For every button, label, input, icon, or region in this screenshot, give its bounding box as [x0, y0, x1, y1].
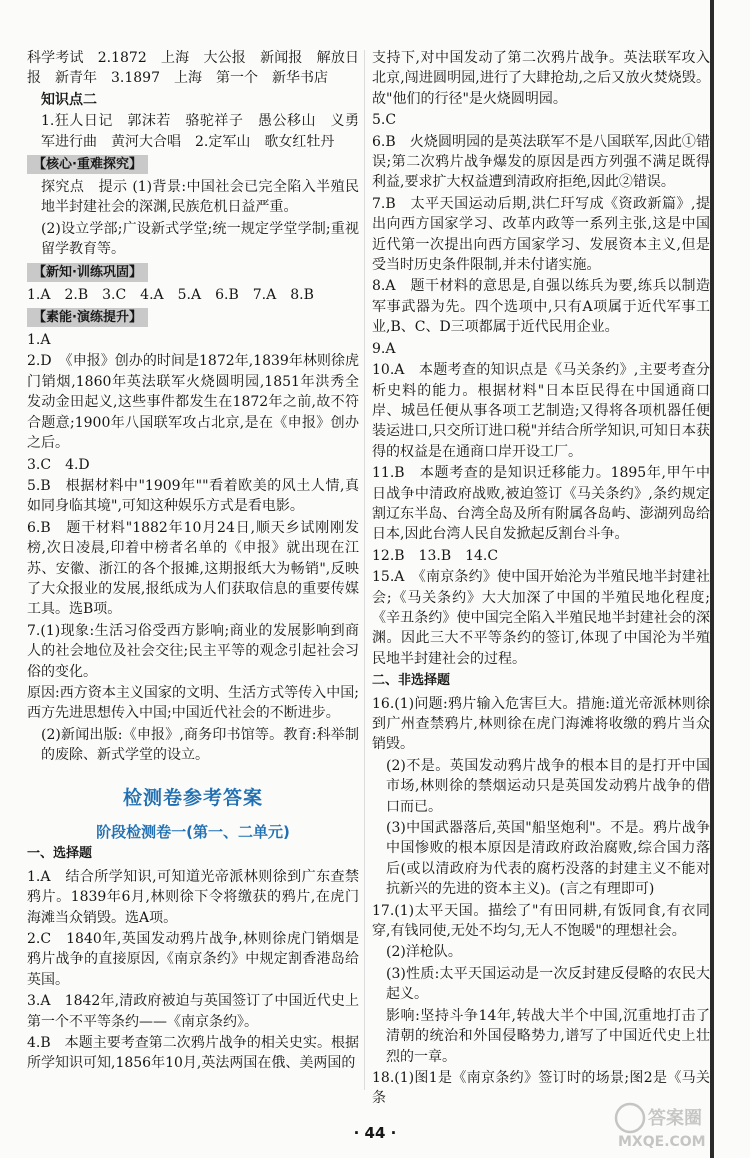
- section-tag-skill: 【素能·演练提升】: [27, 308, 148, 327]
- answer-text: 16.(1)问题:鸦片输入危害巨大。措施:道光帝派林则徐到广州查禁鸦片,林则徐在虎门海滩将收缴的鸦片当众销毁。: [372, 695, 710, 753]
- answer-text: 影响:坚持斗争14年,转战大半个中国,沉重地打击了清朝的统治和外国侵略势力,谱写了中国近代史上壮烈的一章。: [386, 1007, 710, 1065]
- knowledge-point-title: 知识点二: [41, 91, 97, 108]
- answer-text: 9.A: [372, 340, 396, 357]
- answer-text: 2.C 1840年,英国发动鸦片战争,林则徐虎门销烟是鸦片战争的直接原因,《南京条约》中规定割香港岛给英国。: [27, 931, 359, 988]
- answer-text: (2)洋枪队。: [386, 944, 462, 961]
- answer-text: 17.(1)太平天国。描绘了"有田同耕,有饭同食,有衣同穿,有钱同使,无处不均匀,无人不饱暖"的理想社会。: [372, 902, 710, 940]
- answer-text: (2)新闻出版:《申报》,商务印书馆等。教育:科举制的废除、新式学堂的设立。: [41, 726, 359, 764]
- answer-text: 11.B 本题考查的是知识迁移能力。1895年,甲午中日战争中清政府战败,被迫签订《马关条约》,条约规定割辽东半岛、台湾全岛及所有附属各岛屿、澎湖列岛给日本,因此台湾人民自发掀起反割台斗争。: [372, 465, 710, 543]
- answer-text: 5.B 根据材料中"1909年""看着欧美的风土人情,真如同身临其境",可知这种娱乐方式是看电影。: [27, 477, 359, 515]
- answer-text: (3)性质:太平天国运动是一次反封建反侵略的农民大起义。: [386, 965, 710, 1003]
- left-column: [27, 48, 359, 1075]
- answer-text: 1.A 结合所学知识,可知道光帝派林则徐到广东查禁鸦片。1839年6月,林则徐下令将缴获的鸦片,在虎门海滩当众销毁。选A项。: [27, 868, 359, 926]
- answer-text: (2)设立学部;广设新式学堂;统一规定学堂学制;重视留学教育等。: [41, 220, 359, 258]
- right-column: [372, 48, 710, 1110]
- answer-text: 7.(1)现象:生活习俗受西方影响;商业的发展影响到商人的社会地位及社会交往;民主平等的观念引起社会习俗的变化。: [27, 622, 359, 680]
- column-divider: [364, 50, 365, 1090]
- answer-text: 18.(1)图1是《南京条约》签订时的场景;图2是《马关条: [372, 1069, 710, 1107]
- answer-text: 科学考试 2.1872 上海 大公报 新闻报 解放日报 新青年 3.1897 上海 第一个 新华书店: [27, 50, 359, 87]
- section-heading: 检测卷参考答案: [122, 786, 263, 809]
- answer-text: 15.A 《南京条约》使中国开始沦为半殖民地半封建社会;《马关条约》大大加深了中国的半殖民地化程度;《辛丑条约》使中国完全陷入半殖民地半封建社会的深渊。因此三大不平等条约的签订,体现了中国沦为半殖民地半封建社会的过程。: [372, 569, 710, 667]
- page-number: · 44 ·: [353, 1124, 397, 1142]
- choice-heading: 一、选择题: [27, 846, 93, 862]
- watermark-line1: 答案圈: [648, 1108, 702, 1129]
- answer-text: 8.A 题干材料的意思是,自强以练兵为要,练兵以制造军事武器为先。四个选项中,只有A项属于近代军事工业,B、C、D三项都属于近代民用企业。: [372, 278, 710, 336]
- answer-text: 1.A: [27, 332, 51, 349]
- answer-text: 2.D 《申报》创办的时间是1872年,1839年林则徐虎门销烟,1860年英法联军火烧圆明园,1851年洪秀全发动金田起义,这些事件都发生在1872年之前,故不符合题意;1900年八国联军攻占北京,是在《申报》创办之后。: [27, 353, 359, 452]
- answer-text: 探究点 提示 (1)背景:中国社会已完全陷入半殖民地半封建社会的深渊,民族危机日益严重。: [41, 179, 359, 216]
- test-heading: 阶段检测卷一(第一、二单元): [96, 823, 290, 841]
- answer-text: 4.B 本题主要考查第二次鸦片战争的相关史实。根据所学知识可知,1856年10月,英法两国在俄、美两国的: [27, 1035, 359, 1072]
- answer-text: 12.B 13.B 14.C: [372, 547, 499, 564]
- answer-text: (3)中国武器落后,英国"船坚炮利"。不是。鸦片战争中国惨败的根本原因是清政府政治腐败,综合国力落后(或以清政府为代表的腐朽没落的封建主义不能对抗新兴的先进的资本主义)。(言之有理即可): [386, 820, 710, 898]
- answer-text: 原因:西方资本主义国家的文明、生活方式等传入中国;西方先进思想传入中国;中国近代社会的不断进步。: [27, 684, 359, 722]
- watermark-line2: MXQE.COM: [618, 1134, 706, 1150]
- section-tag-new: 【新知·训练巩固】: [27, 263, 148, 282]
- answer-text: 3.C 4.D: [27, 456, 90, 473]
- answer-text: 1.狂人日记 郭沫若 骆驼祥子 愚公移山 义勇军进行曲 黄河大合唱 2.定军山 歌女红牡丹: [41, 113, 359, 150]
- nonchoice-heading: 二、非选择题: [372, 673, 451, 689]
- answer-text: 3.A 1842年,清政府被迫与英国签订了中国近代史上第一个不平等条约——《南京条约》。: [27, 993, 359, 1030]
- binding-edge: [710, 0, 714, 1158]
- answer-text: 6.B 题干材料"1882年10月24日,顺天乡试刚刚发榜,次日凌晨,印着中榜者名单的《申报》就出现在江苏、安徽、浙江的各个报摊,这期报纸大为畅销",反映了大众报业的发展,报纸成为人们获取信息的重要传媒工具。选B项。: [27, 519, 359, 618]
- answer-text: 支持下,对中国发动了第二次鸦片战争。英法联军攻入北京,闯进圆明园,进行了大肆抢劫,之后又放火焚烧毁。故"他们的行径"是火烧圆明园。: [372, 50, 710, 107]
- answer-text: (2)不是。英国发动鸦片战争的根本目的是打开中国市场,林则徐的禁烟运动只是英国发动鸦片战争的借口而已。: [386, 757, 710, 815]
- watermark-ring-icon: [616, 1104, 644, 1132]
- answer-text: 6.B 火烧圆明园的是英法联军不是八国联军,因此①错误;第二次鸦片战争爆发的原因是西方列强不满足既得利益,要求扩大权益遭到清政府拒绝,因此②错误。: [372, 133, 710, 191]
- answer-text: 1.A 2.B 3.C 4.A 5.A 6.B 7.A 8.B: [27, 286, 314, 303]
- answer-text: 7.B 太平天国运动后期,洪仁玕写成《资政新篇》,提出向西方国家学习、改革内政等一系列主张,这是中国近代第一次提出向西方国家学习、发展资本主义,但是受当时历史条件限制,并未付诸实施。: [372, 195, 710, 274]
- answer-text: 5.C: [372, 112, 397, 129]
- answer-text: 10.A 本题考查的知识点是《马关条约》,主要考查分析史料的能力。根据材料"日本臣民得在中国通商口岸、城邑任便从事各项工艺制造;又得将各项机器任便装运进口,只交所订进口税"并结合所学知识,可知日本获得的权益是在通商口岸开设工厂。: [372, 362, 710, 460]
- watermark-logo: [612, 1096, 736, 1152]
- section-tag-core: 【核心·重难探究】: [27, 155, 148, 174]
